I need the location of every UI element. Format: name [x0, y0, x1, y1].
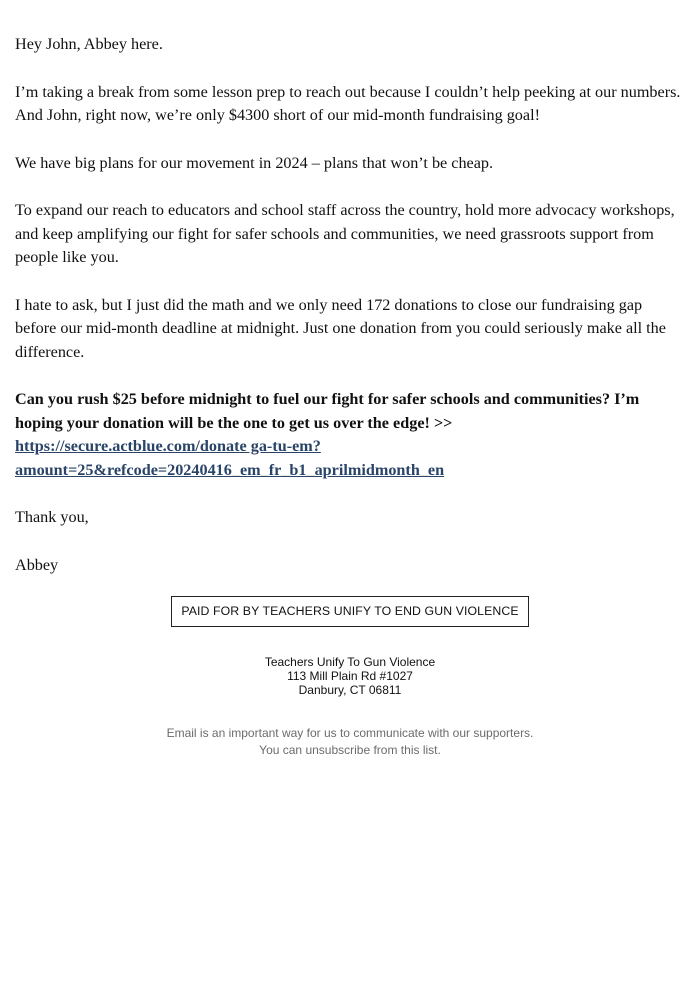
body-paragraph: We have big plans for our movement in 2024 – plans that won’t be cheap.	[15, 153, 494, 172]
body-paragraph: I hate to ask, but I just did the math and we only need 172 donations to close our fundraising gap before our mid-month deadline at midnight. Just one donation from you could seriously make all the difference.	[15, 295, 666, 361]
donate-link[interactable]	[15, 437, 444, 479]
city-state-zip: Danbury, CT 06811	[298, 683, 402, 697]
unsubscribe-notice	[0, 725, 700, 759]
donate-link-line-2[interactable]: amount=25&refcode=20240416_em_fr_b1_aprilmidmonth_en	[15, 460, 445, 479]
street-address: 113 Mill Plain Rd #1027	[287, 669, 413, 683]
body-paragraph: I’m taking a break from some lesson prep to reach out because I couldn’t help peeking at our numbers. And John, right now, we’re only $4300 short of our mid-month fundraising goal!	[15, 82, 681, 124]
closing: Thank you,	[15, 508, 89, 526]
email-footer	[0, 596, 700, 759]
signature: Abbey	[15, 555, 59, 574]
org-name: Teachers Unify To Gun Violence	[264, 655, 436, 669]
notice-line-2: You can unsubscribe from this list.	[259, 743, 441, 757]
cta-text: Can you rush $25 before midnight to fuel our fight for safer schools and communities? I’m hoping your donation will be the one to get us over the edge! >>	[15, 390, 640, 432]
mailing-address	[0, 655, 700, 697]
donate-link-line-1[interactable]: https://secure.actblue.com/donate ga-tu-em?	[15, 437, 321, 455]
call-to-action	[15, 388, 685, 482]
paid-for-disclaimer: PAID FOR BY TEACHERS UNIFY TO END GUN VIOLENCE	[171, 596, 529, 627]
notice-line-1: Email is an important way for us to communicate with our supporters.	[166, 726, 534, 740]
body-paragraph: To expand our reach to educators and school staff across the country, hold more advocacy workshops, and keep amplifying our fight for safer schools and communities, we need grassroots support from people like you.	[15, 201, 675, 266]
email-body	[15, 33, 685, 601]
greeting: Hey John, Abbey here.	[15, 35, 163, 53]
